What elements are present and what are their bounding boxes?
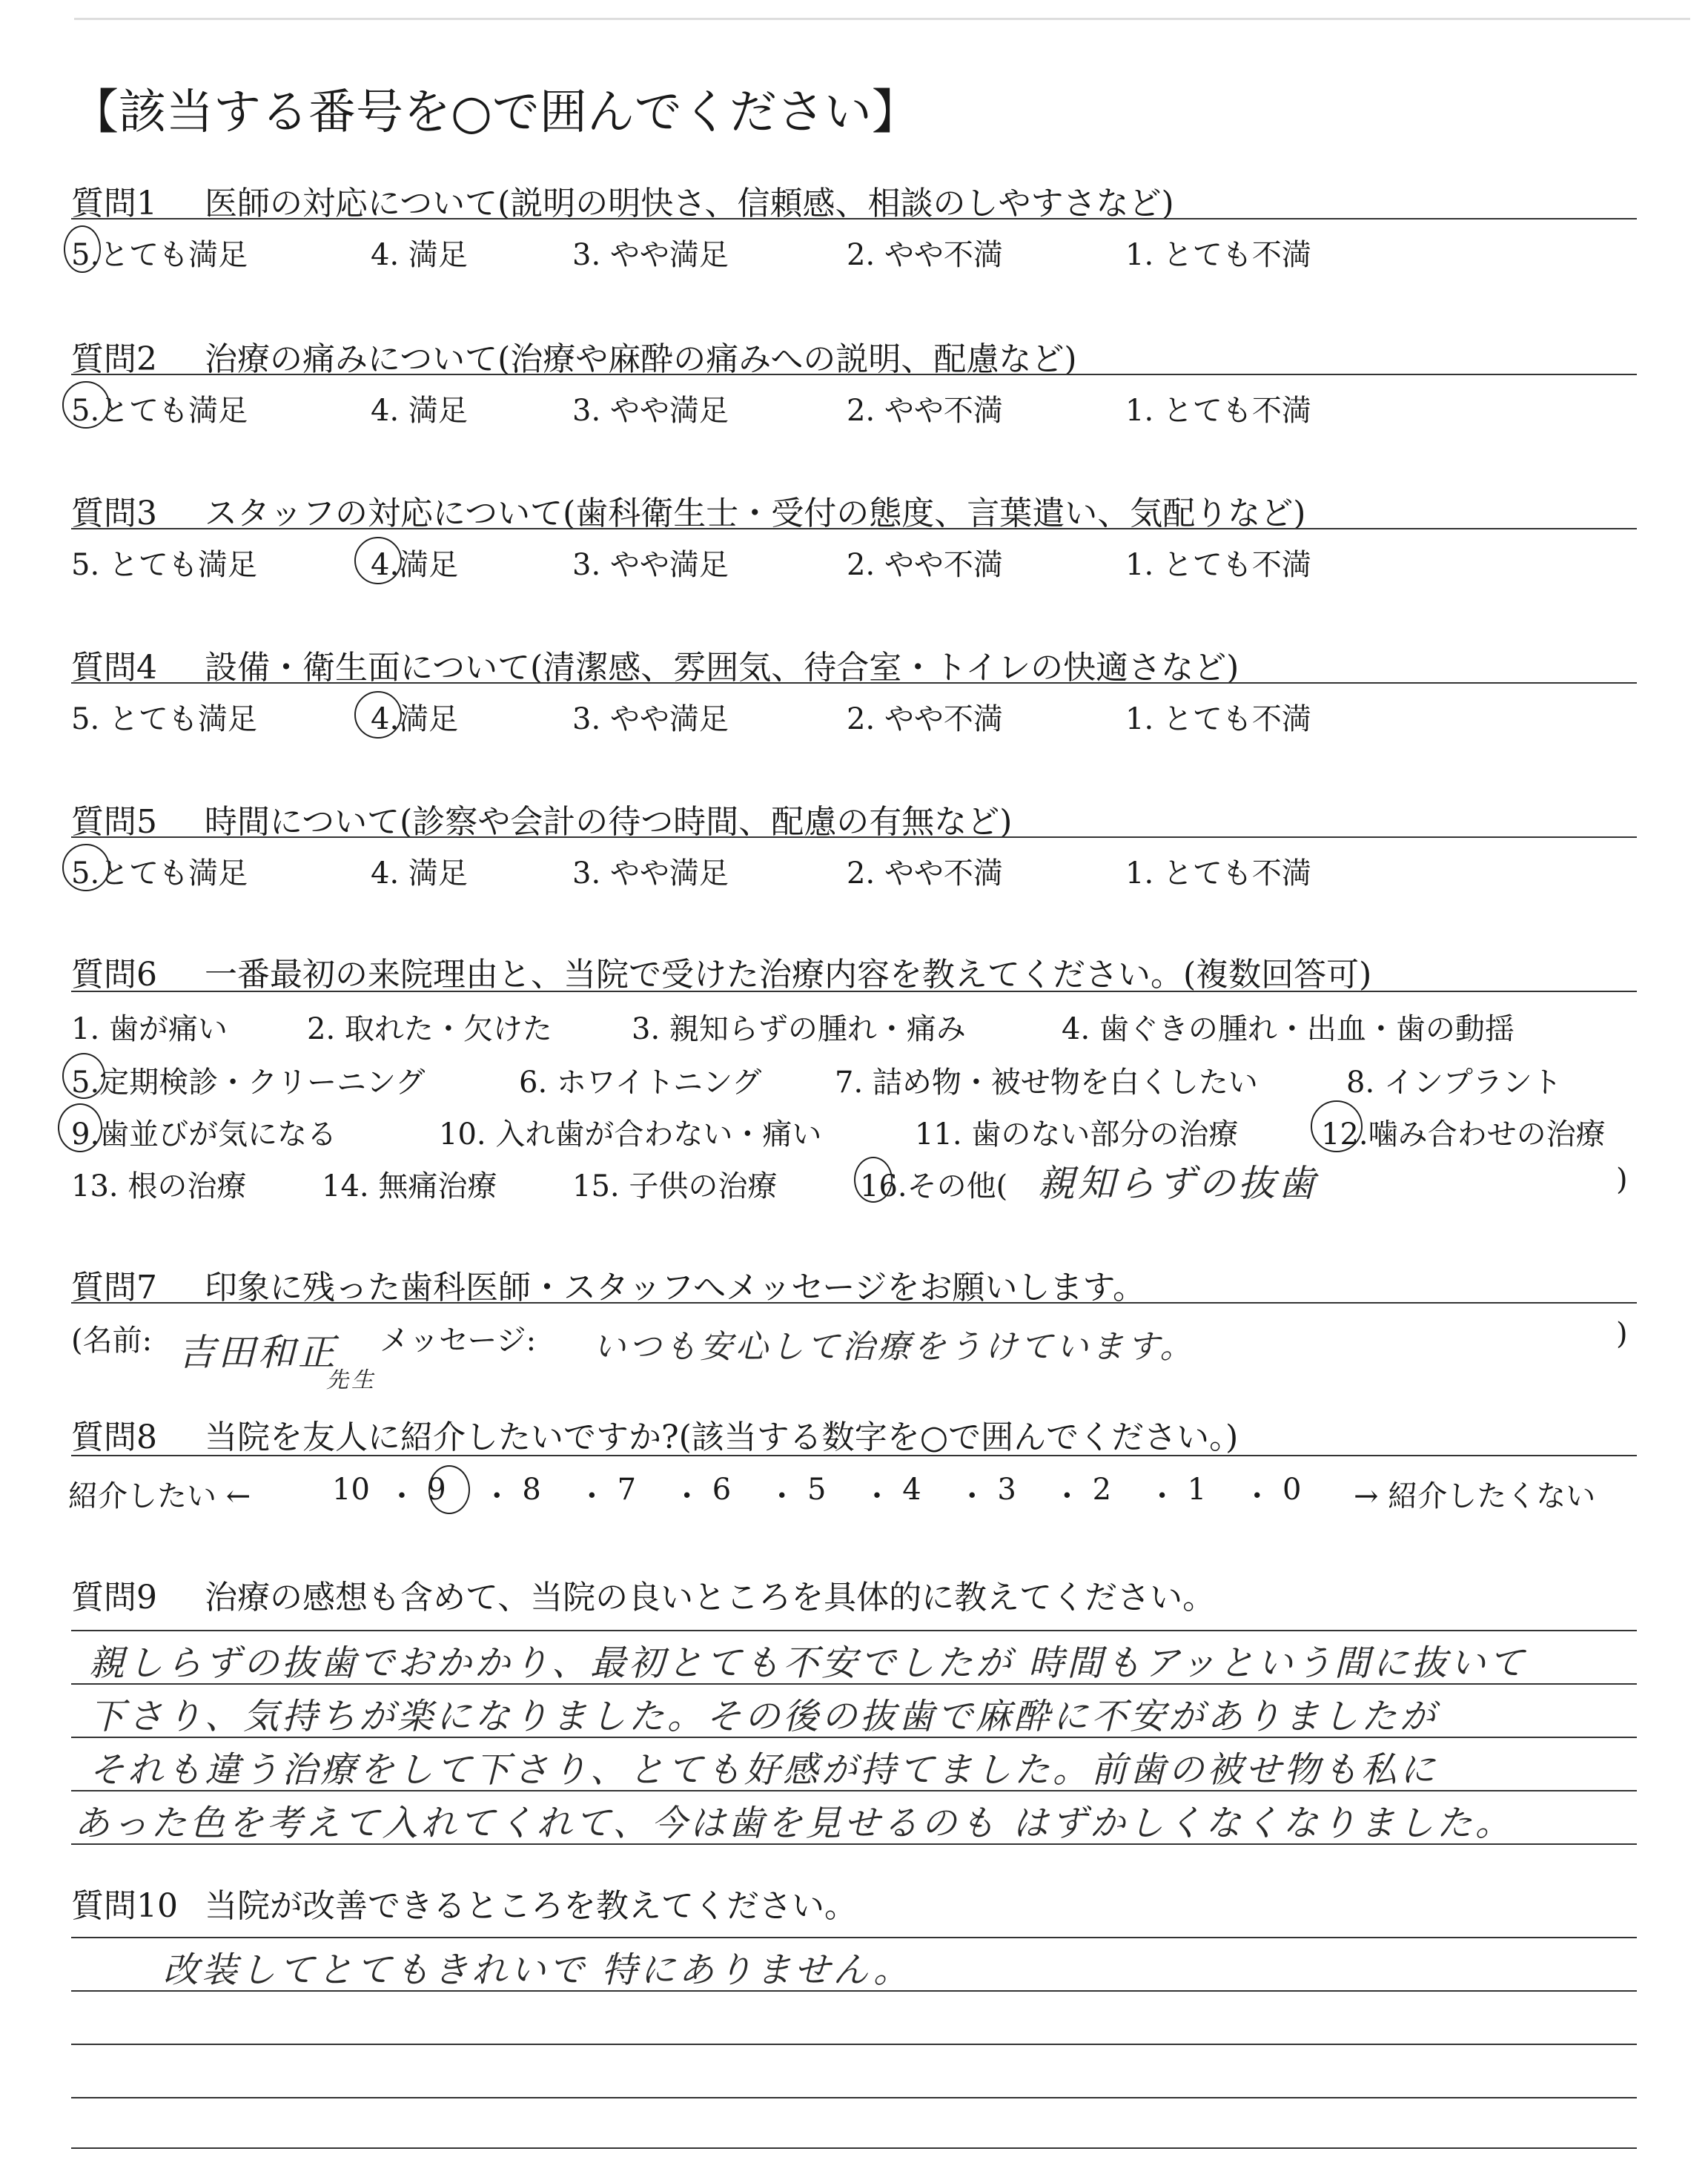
q4-selected-circle — [354, 691, 402, 739]
q2-selected-circle — [62, 381, 110, 429]
q6-underline — [71, 991, 1637, 992]
q8-scale-separator: ・ — [1242, 1479, 1272, 1513]
q6-option-6[interactable]: 6. ホワイトニング — [519, 1066, 762, 1100]
q9-label: 質問9 — [71, 1579, 157, 1616]
q2-option-5[interactable]: 5.とても満足 — [71, 394, 248, 428]
q9-text: 治療の感想も含めて、当院の良いところを具体的に教えてください。 — [205, 1579, 1216, 1616]
q3-text: スタッフの対応について(歯科衛生士・受付の態度、言葉遣い、気配りなど) — [205, 495, 1306, 532]
q6-option-16[interactable]: 16.その他( — [860, 1169, 1008, 1203]
q1-option-1[interactable]: 1. とても不満 — [1125, 238, 1311, 272]
q8-underline — [71, 1455, 1637, 1456]
q4-underline — [71, 682, 1637, 684]
q5-option-4[interactable]: 4. 満足 — [371, 856, 468, 891]
q1-option-4[interactable]: 4. 満足 — [371, 238, 468, 272]
q8-scale-value[interactable]: 1 — [1187, 1473, 1207, 1507]
q6-option-16-circle — [854, 1157, 893, 1203]
q5-label: 質問5 — [71, 803, 157, 841]
q3-option-3[interactable]: 3. やや満足 — [572, 548, 729, 582]
q9-answer-line-3[interactable]: それも違う治療をして下さり、とても好感が持てました。前歯の被せ物も私に — [89, 1749, 1439, 1791]
q3-option-5[interactable]: 5. とても満足 — [71, 548, 257, 582]
q6-option-3[interactable]: 3. 親知らずの腫れ・痛み — [632, 1012, 966, 1046]
q8-scale-value[interactable]: 9 — [427, 1473, 446, 1507]
q3-selected-circle — [354, 537, 402, 584]
q8-scale-separator: ・ — [767, 1479, 797, 1513]
q1-option-3[interactable]: 3. やや満足 — [572, 238, 729, 272]
q3-option-4[interactable]: 4.満足 — [371, 548, 459, 582]
q6-option-12[interactable]: 12.噛み合わせの治療 — [1321, 1117, 1606, 1152]
q6-option-15[interactable]: 15. 子供の治療 — [572, 1169, 778, 1203]
q8-scale-value[interactable]: 5 — [807, 1473, 827, 1507]
q4-option-2[interactable]: 2. やや不満 — [847, 702, 1003, 736]
page-top-edge — [74, 18, 1690, 20]
q7-name-label: (名前: — [71, 1324, 153, 1358]
q6-option-11[interactable]: 11. 歯のない部分の治療 — [915, 1117, 1239, 1152]
q1-text: 医師の対応について(説明の明快さ、信頼感、相談のしやすさなど) — [205, 185, 1174, 222]
q6-other-answer[interactable]: 親知らずの抜歯 — [1038, 1162, 1318, 1205]
q8-scale-value[interactable]: 3 — [997, 1473, 1016, 1507]
q8-scale-value[interactable]: 0 — [1282, 1473, 1302, 1507]
q6-option-13[interactable]: 13. 根の治療 — [71, 1169, 247, 1203]
q8-scale-right-label: → 紹介したくない — [1354, 1479, 1596, 1513]
q1-option-2[interactable]: 2. やや不満 — [847, 238, 1003, 272]
q6-label: 質問6 — [71, 956, 157, 994]
q7-underline — [71, 1302, 1637, 1304]
q10-answer[interactable]: 改装してとてもきれいで 特にありません。 — [163, 1949, 913, 1991]
q3-option-2[interactable]: 2. やや不満 — [847, 548, 1003, 582]
q8-scale-separator: ・ — [387, 1479, 417, 1513]
q4-option-5[interactable]: 5. とても満足 — [71, 702, 257, 736]
q9-answer-line-4[interactable]: あった色を考えて入れてくれて、今は歯を見せるのも はずかしくなくなりました。 — [74, 1803, 1514, 1844]
q8-text: 当院を友人に紹介したいですか?(該当する数字を○で囲んでください。) — [205, 1418, 1239, 1456]
q8-selected-circle — [428, 1465, 470, 1514]
q8-scale-value[interactable]: 2 — [1092, 1473, 1112, 1507]
q4-option-3[interactable]: 3. やや満足 — [572, 702, 729, 736]
q5-text: 時間について(診察や会計の待つ時間、配慮の有無など) — [205, 803, 1013, 841]
q2-underline — [71, 374, 1637, 375]
q1-underline — [71, 218, 1637, 219]
q8-scale-separator: ・ — [672, 1479, 702, 1513]
q2-label: 質問2 — [71, 340, 157, 378]
q6-option-8[interactable]: 8. インプラント — [1346, 1066, 1562, 1100]
q7-message-label: メッセージ: — [380, 1324, 537, 1358]
q7-text: 印象に残った歯科医師・スタッフへメッセージをお願いします。 — [205, 1269, 1145, 1307]
q4-option-4[interactable]: 4.満足 — [371, 702, 459, 736]
q8-scale-value[interactable]: 6 — [712, 1473, 732, 1507]
q5-option-2[interactable]: 2. やや不満 — [847, 856, 1003, 891]
q6-option-9[interactable]: 9.歯並びが気になる — [71, 1117, 337, 1152]
q5-option-1[interactable]: 1. とても不満 — [1125, 856, 1311, 891]
q8-scale-left-label: 紹介したい ← — [68, 1479, 251, 1513]
q1-option-5[interactable]: 5.とても満足 — [71, 238, 248, 272]
q10-line-3 — [71, 2044, 1637, 2045]
q2-option-2[interactable]: 2. やや不満 — [847, 394, 1003, 428]
q6-option-5[interactable]: 5.定期検診・クリーニング — [71, 1066, 426, 1100]
q1-selected-circle — [64, 225, 101, 273]
q7-name-suffix: 先生 — [326, 1367, 377, 1393]
q6-option-14[interactable]: 14. 無痛治療 — [322, 1169, 497, 1203]
q6-option-7[interactable]: 7. 詰め物・被せ物を白くしたい — [835, 1066, 1258, 1100]
q9-answer-line-2[interactable]: 下さり、気持ちが楽になりました。その後の抜歯で麻酔に不安がありましたが — [89, 1696, 1439, 1737]
q6-option-9-circle — [58, 1103, 102, 1152]
q6-option-4[interactable]: 4. 歯ぐきの腫れ・出血・歯の動揺 — [1062, 1012, 1515, 1046]
q6-other-close-paren: ) — [1616, 1163, 1628, 1197]
q3-underline — [71, 528, 1637, 529]
q6-option-1[interactable]: 1. 歯が痛い — [71, 1012, 228, 1046]
q8-scale-separator: ・ — [577, 1479, 607, 1513]
q2-option-4[interactable]: 4. 満足 — [371, 394, 468, 428]
q9-answer-line-1[interactable]: 親しらずの抜歯でおかかり、最初とても不安でしたが 時間もアッという間に抜いて — [89, 1642, 1527, 1684]
q4-text: 設備・衛生面について(清潔感、雰囲気、待合室・トイレの快適さなど) — [205, 649, 1239, 687]
q7-label: 質問7 — [71, 1269, 157, 1307]
q8-scale-separator: ・ — [862, 1479, 892, 1513]
q9-line-1 — [71, 1630, 1637, 1631]
q8-scale-separator: ・ — [482, 1479, 512, 1513]
q10-line-1 — [71, 1937, 1637, 1938]
q1-label: 質問1 — [71, 185, 157, 222]
q10-line-4 — [71, 2097, 1637, 2098]
q2-option-3[interactable]: 3. やや満足 — [572, 394, 729, 428]
q5-underline — [71, 836, 1637, 838]
q7-close-paren: ) — [1616, 1317, 1628, 1351]
q4-option-1[interactable]: 1. とても不満 — [1125, 702, 1311, 736]
q6-text: 一番最初の来院理由と、当院で受けた治療内容を教えてください。(複数回答可) — [205, 956, 1372, 994]
q5-selected-circle — [62, 844, 110, 891]
q8-label: 質問8 — [71, 1418, 157, 1456]
q5-option-3[interactable]: 3. やや満足 — [572, 856, 729, 891]
q7-name-value[interactable]: 吉田和正 — [178, 1331, 338, 1374]
q8-scale-separator: ・ — [957, 1479, 987, 1513]
q10-line-5 — [71, 2147, 1637, 2149]
q10-label: 質問10 — [71, 1887, 178, 1925]
q5-option-5[interactable]: 5.とても満足 — [71, 856, 248, 891]
q8-scale-value[interactable]: 4 — [902, 1473, 921, 1507]
q6-option-2[interactable]: 2. 取れた・欠けた — [307, 1012, 552, 1046]
q2-option-1[interactable]: 1. とても不満 — [1125, 394, 1311, 428]
q3-label: 質問3 — [71, 495, 157, 532]
q8-scale-value[interactable]: 10 — [332, 1473, 370, 1507]
q8-scale-value[interactable]: 7 — [617, 1473, 637, 1507]
page-title: 【該当する番号を○で囲んでください】 — [71, 85, 919, 140]
q4-label: 質問4 — [71, 649, 157, 687]
q7-message-value[interactable]: いつも安心して治療をうけています。 — [593, 1328, 1196, 1366]
q2-text: 治療の痛みについて(治療や麻酔の痛みへの説明、配慮など) — [205, 340, 1077, 378]
q6-option-5-circle — [62, 1053, 105, 1099]
q8-scale-separator: ・ — [1052, 1479, 1082, 1513]
q3-option-1[interactable]: 1. とても不満 — [1125, 548, 1311, 582]
q6-option-12-circle — [1311, 1100, 1363, 1152]
q8-scale-value[interactable]: 8 — [522, 1473, 541, 1507]
q10-text: 当院が改善できるところを教えてください。 — [205, 1887, 857, 1925]
q6-option-10[interactable]: 10. 入れ歯が合わない・痛い — [439, 1117, 822, 1152]
q8-scale-separator: ・ — [1147, 1479, 1177, 1513]
